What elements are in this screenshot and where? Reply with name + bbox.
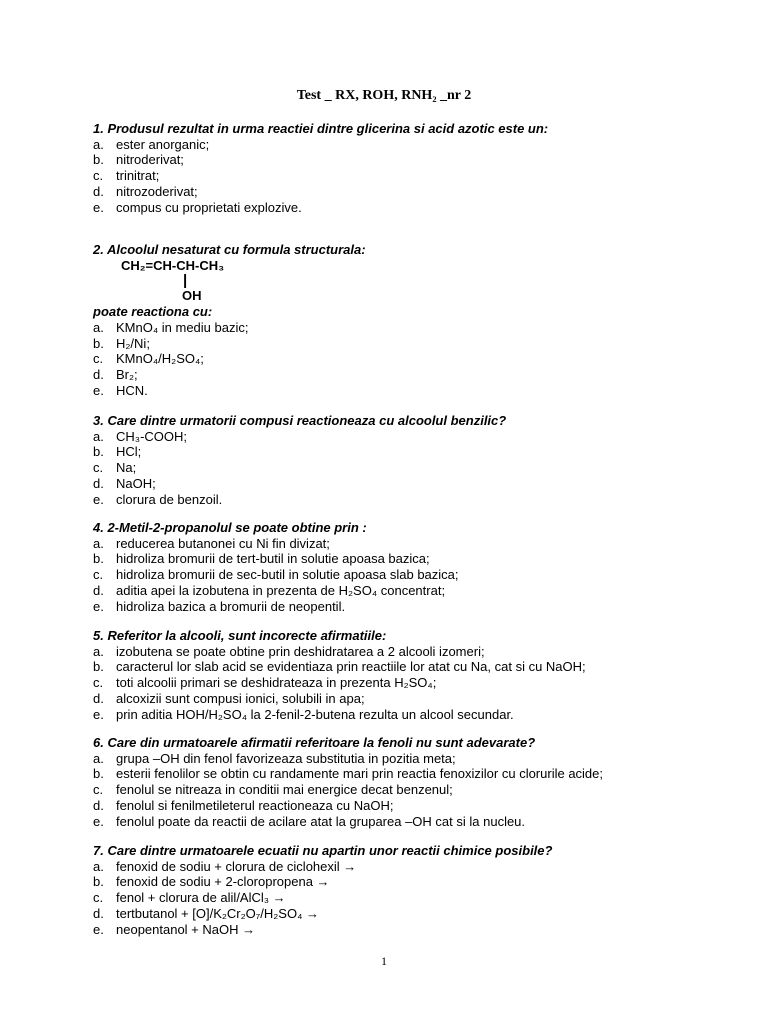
question-6 [93,735,733,829]
option-d: d. Br₂; [93,366,138,382]
question-heading: 6. Care din urmatoarele afirmatii referitoare la fenoli nu sunt adevarate? [93,735,536,750]
option-e: e. clorura de benzoil. [93,491,223,507]
option-a: a. fenoxid de sodiu + clorura de ciclohexil → [93,858,357,874]
option-d: d. nitrozoderivat; [93,183,198,199]
page-number: 1 [381,954,387,968]
option-b: b. H₂/Ni; [93,335,150,351]
option-d: d. tertbutanol + [O]/K₂Cr₂O₇/H₂SO₄ → [93,905,320,921]
option-a: a. grupa –OH din fenol favorizeaza substitutia in pozitia meta; [93,750,456,766]
structural-formula-bond: | [183,272,188,290]
question-1 [93,121,733,215]
option-e: e. neopentanol + NaOH → [93,921,256,937]
option-b: b. nitroderivat; [93,152,184,168]
option-d: d. alcoxizii sunt compusi ionici, solubili in apa; [93,690,365,706]
question-heading: 5. Referitor la alcooli, sunt incorecte afirmatiile: [93,628,387,643]
option-c: c. trinitrat; [93,168,160,184]
option-b: b. HCl; [93,444,142,460]
question-heading: 1. Produsul rezultat in urma reactiei dintre glicerina si acid azotic este un: [93,121,549,136]
structural-formula-group: OH [182,288,202,304]
option-e: e. compus cu proprietati explozive. [93,199,302,215]
option-c: c. fenol + clorura de alil/AlCl₃ → [93,890,286,906]
question-4 [93,520,733,614]
option-a: a. izobutena se poate obtine prin deshidratarea a 2 alcooli izomeri; [93,643,485,659]
option-c: c. fenolul se nitreaza in conditii mai energice decat benzenul; [93,782,453,798]
option-b: b. caracterul lor slab acid se evidentiaza prin reactiile lor atat cu Na, cat si cu NaOH; [93,659,586,675]
option-b: b. hidroliza bromurii de tert-butil in solutie apoasa bazica; [93,551,430,567]
option-c: c. KMnO₄/H₂SO₄; [93,351,204,367]
option-a: a. reducerea butanonei cu Ni fin divizat; [93,535,330,551]
option-d: d. aditia apei la izobutena in prezenta de H₂SO₄ concentrat; [93,582,446,598]
question-7 [93,843,733,937]
question-heading: 7. Care dintre urmatoarele ecuatii nu apartin unor reactii chimice posibile? [93,843,553,858]
question-heading: 3. Care dintre urmatorii compusi reactioneaza cu alcoolul benzilic? [93,413,507,428]
option-e: e. fenolul poate da reactii de acilare atat la gruparea –OH cat si la nucleu. [93,813,526,829]
question-subheading: poate reactiona cu: [93,304,213,320]
question-5 [93,628,733,722]
question-2 [93,242,733,398]
option-e: e. prin aditia HOH/H₂SO₄ la 2-fenil-2-butena rezulta un alcool secundar. [93,706,514,722]
option-d: d. fenolul si fenilmetileterul reactioneaza cu NaOH; [93,797,394,813]
test-title: Test _ RX, ROH, RNH₂ _nr 2 [296,88,472,103]
structural-formula-main: CH₂=CH-CH-CH₃ [121,257,225,273]
option-d: d. NaOH; [93,475,156,491]
option-e: e. HCN. [93,382,148,398]
question-heading: 2. Alcoolul nesaturat cu formula structurala: [93,242,366,257]
option-e: e. hidroliza bazica a bromurii de neopentil. [93,598,346,614]
option-c: c. Na; [93,460,137,476]
option-a: a. ester anorganic; [93,136,210,152]
question-heading: 4. 2-Metil-2-propanolul se poate obtine prin : [93,520,367,535]
option-b: b. esterii fenolilor se obtin cu randamente mari prin reactia fenoxizilor cu clorurile acide; [93,766,604,782]
question-3 [93,413,733,507]
option-a: a. KMnO₄ in mediu bazic; [93,319,249,335]
option-c: c. toti alcoolii primari se deshidrateaza in prezenta H₂SO₄; [93,675,437,691]
option-a: a. CH₃-COOH; [93,428,188,444]
option-b: b. fenoxid de sodiu + 2-cloropropena → [93,874,330,890]
option-c: c. hidroliza bromurii de sec-butil in solutie apoasa slab bazica; [93,567,459,583]
